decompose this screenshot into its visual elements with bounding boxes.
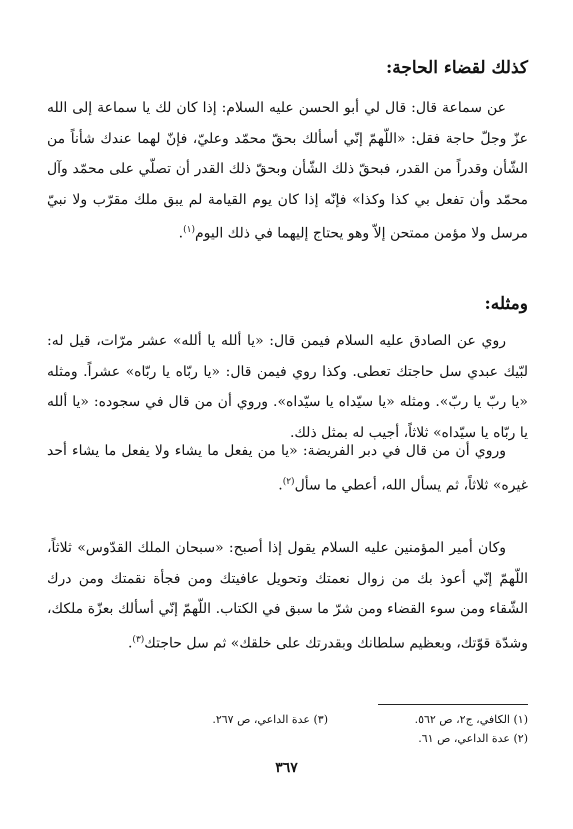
paragraph-text: عن سماعة قال: قال لي أبو الحسن عليه السلام: إذا كان لك يا سماعة إلى الله عزّ وجلّ حاجة فقل: «اللّهمّ إنّي أسألك بحقّ محمّد وعليّ، فإنّ لهما عندك شأناً من الشّأن وقدراً من القدر، فبحقّ ذلك الشّأن وبحقّ ذلك القدر أن تصلّي على محمّد وآل محمّد وأن تفعل بي كذا وكذا» فإنّه إذا كان يوم القيامة لم يبق ملك مقرّب ولا نبيّ مرسل ولا مؤمن ممتحن إلاّ وهو يحتاج إليهما في ذلك اليوم	[47, 100, 528, 242]
footnote-ref: (٢)	[282, 476, 295, 487]
paragraph-amir: وكان أمير المؤمنين عليه السلام يقول إذا أصبح: «سبحان الملك القدّوس» ثلاثاً، اللّهمّ إنّي أعوذ بك من زوال نعمتك وتحويل عافيتك ومن فجأة نقمتك ومن درك الشّقاء ومن سوء القضاء ومن شرّ ما سبق في الكتاب. اللّهمّ إنّي أسألك بعزّة ملكك، وشدّة قوّتك، وبعظيم سلطانك وبقدرتك على خلقك» ثم سل حاجتك$^{(٣)}$.	[47, 540, 528, 652]
paragraph-samaa: عن سماعة قال: قال لي أبو الحسن عليه السلام: إذا كان لك يا سماعة إلى الله عزّ وجلّ حاجة فقل: «اللّهمّ إنّي أسألك بحقّ محمّد وعليّ، فإنّ لهما عندك شأناً من الشّأن وقدراً من القدر، فبحقّ ذلك الشّأن وبحقّ ذلك القدر أن تصلّي على محمّد وآل محمّد وأن تفعل بي كذا وكذا» فإنّه إذا كان يوم القيامة لم يبق ملك مقرّب ولا نبيّ مرسل ولا مؤمن ممتحن إلاّ وهو يحتاج إليهما في ذلك اليوم$^{(١)}$.	[47, 100, 528, 242]
paragraph-text: وكان أمير المؤمنين عليه السلام يقول إذا أصبح: «سبحان الملك القدّوس» ثلاثاً، اللّهمّ إنّي أعوذ بك من زوال نعمتك وتحويل عافيتك ومن فجأة نقمتك ومن درك الشّقاء ومن سوء القضاء ومن شرّ ما سبق في الكتاب. اللّهمّ إنّي أسألك بعزّة ملكك، وشدّة قوّتك، وبعظيم سلطانك وبقدرتك على خلقك» ثم سل حاجتك	[47, 540, 528, 652]
footnotes	[47, 710, 528, 748]
paragraph-faridah: وروي أن من قال في دبر الفريضة: «يا من يفعل ما يشاء ولا يفعل ما يشاء أحد غيره» ثلاثاً، ثم يسأل الله، أعطي ما سأل$^{(٢)}$.	[47, 443, 528, 494]
footnote-row	[47, 710, 528, 729]
section-heading: كذلك لقضاء الحاجة:	[385, 58, 528, 78]
paragraph-text: وروي أن من قال في دبر الفريضة: «يا من يفعل ما يشاء ولا يفعل ما يشاء أحد غيره» ثلاثاً، ثم يسأل الله، أعطي ما سأل	[47, 443, 528, 494]
footnote-row	[47, 729, 528, 748]
page-number: ٣٦٧	[275, 760, 298, 776]
footnote-ref: (١)	[183, 225, 195, 235]
footnote-1: (١) الكافي، ج٢، ص ٥٦٢.	[414, 713, 528, 726]
footnote-ref: (٣)	[132, 634, 145, 645]
paragraph-sadiq: روي عن الصادق عليه السلام فيمن قال: «يا ألله يا ألله» عشر مرّات، قيل له: لبّيك عبدي سل حاجتك تعطى. وكذا روي فيمن قال: «يا ربّاه يا ربّاه» عشراً. ومثله «يا ربّ يا ربّ». ومثله «يا سيّداه يا سيّداه». وروي أن من قال في سجوده: «يا ألله يا ربّاه يا سيّداه» ثلاثاً، أجيب له بمثل ذلك.	[47, 333, 528, 441]
footnote-2: (٢) عدة الداعي، ص ٦١.	[418, 732, 528, 745]
subheading: ومثله:	[484, 294, 528, 314]
footnote-divider	[378, 704, 528, 705]
footnote-3: (٣) عدة الداعي، ص ٢٦٧.	[212, 713, 328, 726]
